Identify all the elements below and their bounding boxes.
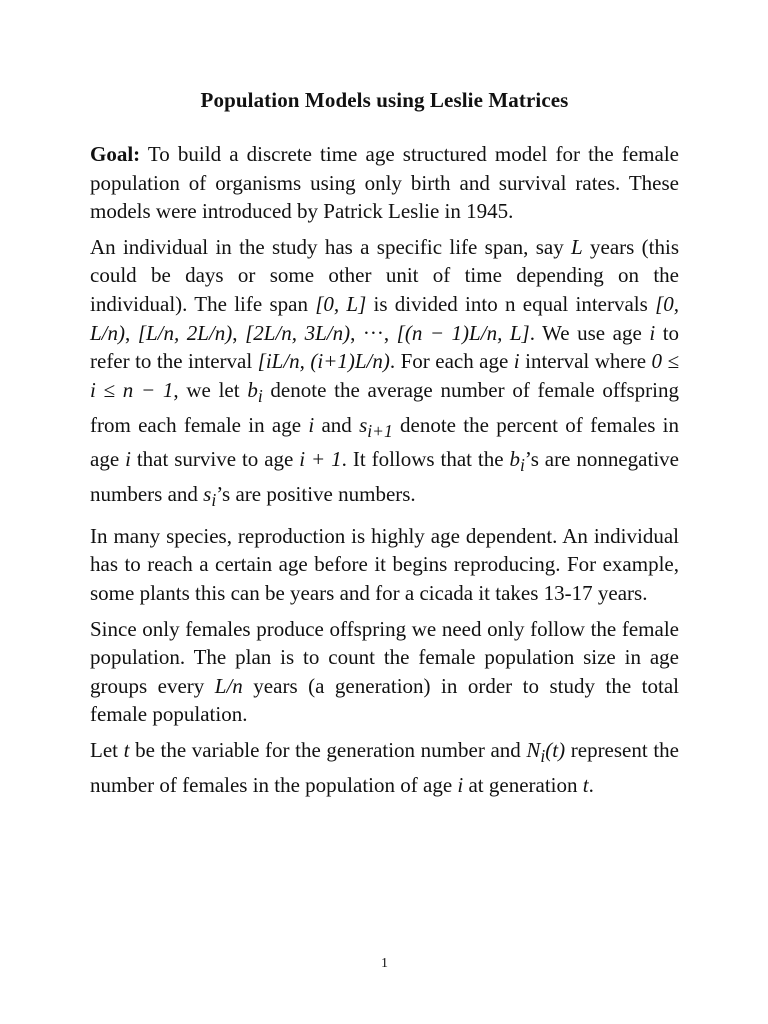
math-var: i xyxy=(457,772,464,797)
text-run: , xyxy=(232,320,246,345)
math-subscript: i xyxy=(211,490,217,511)
text-run: to refer to the interval xyxy=(90,320,680,374)
math-var: b xyxy=(509,447,520,472)
text-run: . We use age xyxy=(529,320,650,345)
text-run: denote the average number of female offspring from each female in age xyxy=(90,377,680,437)
text-run: years (this could be days or some other unit of time depending on the individual). The life span xyxy=(90,234,679,316)
math-var: b xyxy=(247,377,258,402)
math-var: i xyxy=(649,320,656,345)
math-var: s xyxy=(203,482,212,507)
text-run: Let xyxy=(90,738,124,763)
text-run: Since only females produce offspring we need only follow the female population. The plan is to count the female population size in age groups every xyxy=(90,616,679,698)
math-var: t xyxy=(582,772,589,797)
text-run: , xyxy=(125,320,138,345)
text-run: and xyxy=(314,412,360,437)
text-run: An individual in the study has a specific life span, say xyxy=(90,234,572,259)
math-subscript: i xyxy=(540,746,546,767)
female-population-paragraph xyxy=(90,615,679,729)
text-run: represent the number of females in the population of age xyxy=(90,738,679,797)
text-run: . For each age xyxy=(389,349,514,374)
text-run: ’s are nonnegative numbers and xyxy=(90,447,679,507)
text-run: , xyxy=(383,320,397,345)
math-expr: [L/n, 2L/n) xyxy=(137,320,233,345)
page-title: Population Models using Leslie Matrices xyxy=(200,88,569,112)
math-expr: i + 1 xyxy=(299,447,342,472)
math-subscript: i+1 xyxy=(367,420,393,441)
text-run: is divided into n equal intervals xyxy=(366,291,656,316)
reproduction-paragraph: In many species, reproduction is highly age dependent. An individual has to reach a certain age before it begins reproducing. For example, some plants this can be years and for a cicada it takes 13-17 years. xyxy=(90,523,679,606)
text-run: years (a generation) in order to study the total female population. xyxy=(90,673,679,727)
text-run: . It follows that the xyxy=(341,447,510,472)
math-var: i xyxy=(308,412,315,437)
math-var: L xyxy=(571,234,583,259)
math-var: i xyxy=(513,349,520,374)
text-run: at generation xyxy=(463,772,583,797)
text-run: that survive to age xyxy=(130,447,300,472)
math-expr: (t) xyxy=(545,738,566,763)
goal-text: To build a discrete time age structured model for the female population of organisms using only birth and survival rates. These models were introduced by Patrick Leslie in 1945. xyxy=(90,142,679,224)
life-span-paragraph xyxy=(90,233,679,515)
math-expr: L/n xyxy=(214,673,243,698)
math-expr: 0 ≤ i ≤ n − 1 xyxy=(90,349,679,402)
generation-paragraph xyxy=(90,736,679,799)
text-run: interval where xyxy=(519,349,652,374)
math-expr: [0, L/n) xyxy=(90,291,680,345)
math-expr: [2L/n, 3L/n) xyxy=(245,320,351,345)
math-subscript: i xyxy=(519,455,525,476)
goal-label: Goal: xyxy=(90,142,141,166)
text-run: ’s are positive numbers. xyxy=(216,482,416,507)
text-run: , we let xyxy=(173,377,248,402)
math-var: i xyxy=(125,447,131,472)
math-ellipsis: ··· xyxy=(362,320,384,345)
document-page xyxy=(90,0,679,1024)
math-expr: [0, L] xyxy=(315,291,367,316)
text-run: , xyxy=(350,320,363,345)
text-run: . xyxy=(588,772,594,797)
math-expr: [(n − 1)L/n, L] xyxy=(396,320,530,345)
math-subscript: i xyxy=(257,385,263,406)
text-run: denote the percent of females in age xyxy=(90,412,679,472)
math-expr: [iL/n, (i+1)L/n) xyxy=(257,349,390,374)
goal-paragraph xyxy=(90,140,679,226)
math-var: s xyxy=(359,412,368,437)
document-body xyxy=(90,140,679,806)
text-run: be the variable for the generation number and xyxy=(129,738,527,763)
math-var: N xyxy=(526,738,541,763)
math-var: t xyxy=(123,738,130,763)
page-number: 1 xyxy=(381,956,388,971)
